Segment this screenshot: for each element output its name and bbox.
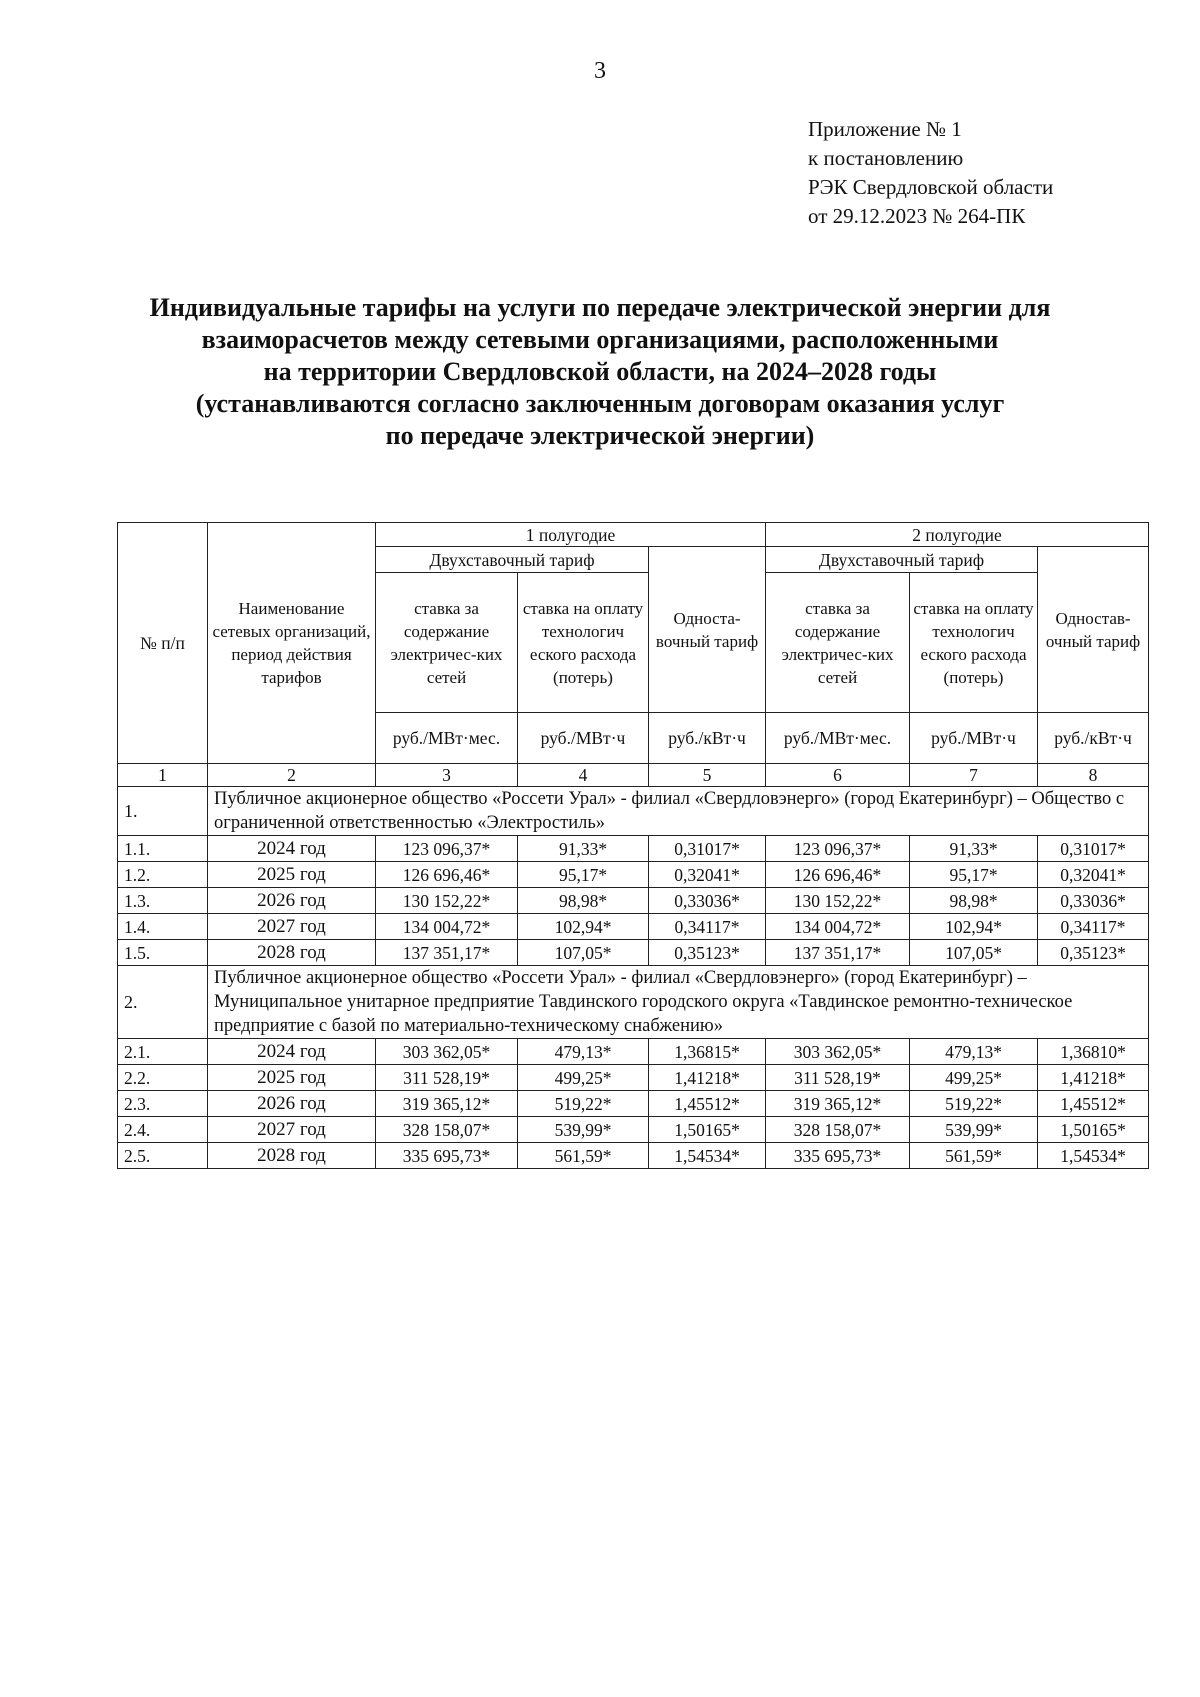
cell-rate-losses-1: 91,33* [518, 836, 649, 862]
header-unit-mwh-2: руб./МВт·ч [910, 713, 1038, 764]
cell-one-rate-2: 1,54534* [1038, 1143, 1149, 1169]
cell-rate-losses-2: 519,22* [910, 1091, 1038, 1117]
title-line: на территории Свердловской области, на 2024–2028 годы [263, 357, 937, 386]
cell-rate-losses-1: 107,05* [518, 940, 649, 966]
column-number: 3 [376, 764, 518, 787]
row-number: 1.3. [118, 888, 208, 914]
cell-one-rate-2: 0,33036* [1038, 888, 1149, 914]
cell-rate-maintenance-2: 130 152,22* [766, 888, 910, 914]
document-title [100, 292, 1100, 452]
cell-rate-maintenance-2: 123 096,37* [766, 836, 910, 862]
cell-rate-maintenance-2: 335 695,73* [766, 1143, 910, 1169]
cell-one-rate-1: 1,50165* [649, 1117, 766, 1143]
header-rate-losses-2: ставка на оплату технологич еского расхода (потерь) [910, 573, 1038, 713]
row-number: 1.5. [118, 940, 208, 966]
header-rate-losses-1: ставка на оплату технологич еского расхода (потерь) [518, 573, 649, 713]
cell-rate-losses-2: 539,99* [910, 1117, 1038, 1143]
column-number: 7 [910, 764, 1038, 787]
header-unit-kwh-2: руб./кВт·ч [1038, 713, 1149, 764]
title-line: по передаче электрической энергии) [385, 421, 815, 450]
header-unit-mw-month-2: руб./МВт·мес. [766, 713, 910, 764]
cell-one-rate-1: 0,31017* [649, 836, 766, 862]
row-number: 1.2. [118, 862, 208, 888]
tariff-year: 2028 год [208, 940, 376, 966]
table-row [118, 836, 1149, 862]
cell-rate-losses-2: 479,13* [910, 1039, 1038, 1065]
cell-one-rate-1: 1,41218* [649, 1065, 766, 1091]
organization-name: Публичное акционерное общество «Россети Урал» - филиал «Свердловэнерго» (город Екатеринбург) – Муниципальное унитарное предприятие Тавдинского городского округа «Тавдинское ремонтно-техническое предприятие с базой по материально-техническому снабжению» [208, 966, 1149, 1039]
row-number: 2.5. [118, 1143, 208, 1169]
cell-one-rate-2: 1,41218* [1038, 1065, 1149, 1091]
header-unit-kwh-1: руб./кВт·ч [649, 713, 766, 764]
table-row [118, 1091, 1149, 1117]
header-rate-maintenance-2: ставка за содержание электричес-ких сетей [766, 573, 910, 713]
column-number: 1 [118, 764, 208, 787]
organization-name: Публичное акционерное общество «Россети Урал» - филиал «Свердловэнерго» (город Екатеринбург) – Общество с ограниченной ответственностью «Электростиль» [208, 787, 1149, 836]
column-number: 5 [649, 764, 766, 787]
cell-rate-maintenance-2: 311 528,19* [766, 1065, 910, 1091]
column-number: 6 [766, 764, 910, 787]
cell-one-rate-1: 1,45512* [649, 1091, 766, 1117]
cell-rate-losses-2: 102,94* [910, 914, 1038, 940]
tariff-year: 2025 год [208, 862, 376, 888]
header-unit-mwh-1: руб./МВт·ч [518, 713, 649, 764]
appendix-line: Приложение № 1 [808, 117, 962, 141]
tariff-year: 2024 год [208, 836, 376, 862]
cell-rate-maintenance-2: 137 351,17* [766, 940, 910, 966]
row-number: 1.1. [118, 836, 208, 862]
column-number: 8 [1038, 764, 1149, 787]
cell-rate-maintenance-2: 134 004,72* [766, 914, 910, 940]
cell-rate-maintenance-1: 134 004,72* [376, 914, 518, 940]
cell-rate-losses-2: 95,17* [910, 862, 1038, 888]
appendix-line: от 29.12.2023 № 264-ПК [808, 204, 1026, 228]
cell-rate-maintenance-2: 319 365,12* [766, 1091, 910, 1117]
cell-rate-losses-2: 91,33* [910, 836, 1038, 862]
group-number: 2. [118, 966, 208, 1039]
header-half-2: 2 полугодие [766, 523, 1149, 547]
cell-one-rate-1: 0,34117* [649, 914, 766, 940]
cell-rate-losses-1: 561,59* [518, 1143, 649, 1169]
table-row [118, 1143, 1149, 1169]
cell-rate-maintenance-1: 303 362,05* [376, 1039, 518, 1065]
row-number: 2.4. [118, 1117, 208, 1143]
tariff-year: 2024 год [208, 1039, 376, 1065]
tariff-year: 2025 год [208, 1065, 376, 1091]
cell-one-rate-1: 0,33036* [649, 888, 766, 914]
table-row [118, 914, 1149, 940]
row-number: 1.4. [118, 914, 208, 940]
column-number: 2 [208, 764, 376, 787]
tariff-year: 2027 год [208, 1117, 376, 1143]
title-line: (устанавливаются согласно заключенным договорам оказания услуг [195, 389, 1005, 418]
tariffs-table [117, 522, 1149, 1169]
tariff-year: 2028 год [208, 1143, 376, 1169]
header-two-rate-2: Двухставочный тариф [766, 547, 1038, 573]
table-row [118, 862, 1149, 888]
cell-rate-maintenance-1: 319 365,12* [376, 1091, 518, 1117]
column-number-row [118, 764, 1149, 787]
cell-one-rate-2: 1,50165* [1038, 1117, 1149, 1143]
table-row [118, 1117, 1149, 1143]
cell-rate-losses-1: 539,99* [518, 1117, 649, 1143]
cell-rate-maintenance-1: 130 152,22* [376, 888, 518, 914]
cell-rate-maintenance-1: 126 696,46* [376, 862, 518, 888]
cell-one-rate-2: 0,35123* [1038, 940, 1149, 966]
header-two-rate-1: Двухставочный тариф [376, 547, 649, 573]
cell-rate-maintenance-1: 137 351,17* [376, 940, 518, 966]
group-number: 1. [118, 787, 208, 836]
header-one-rate-2: Одностав-очный тариф [1038, 547, 1149, 713]
cell-rate-losses-2: 561,59* [910, 1143, 1038, 1169]
cell-one-rate-2: 0,31017* [1038, 836, 1149, 862]
cell-rate-losses-1: 519,22* [518, 1091, 649, 1117]
cell-one-rate-1: 1,36815* [649, 1039, 766, 1065]
cell-one-rate-2: 1,45512* [1038, 1091, 1149, 1117]
row-number: 2.2. [118, 1065, 208, 1091]
cell-rate-maintenance-1: 311 528,19* [376, 1065, 518, 1091]
tariff-year: 2026 год [208, 1091, 376, 1117]
header-col-num: № п/п [118, 523, 208, 764]
cell-one-rate-1: 0,32041* [649, 862, 766, 888]
cell-rate-maintenance-2: 126 696,46* [766, 862, 910, 888]
cell-rate-losses-1: 98,98* [518, 888, 649, 914]
cell-one-rate-2: 0,32041* [1038, 862, 1149, 888]
cell-rate-maintenance-2: 328 158,07* [766, 1117, 910, 1143]
cell-one-rate-2: 0,34117* [1038, 914, 1149, 940]
cell-rate-maintenance-1: 123 096,37* [376, 836, 518, 862]
cell-rate-losses-1: 479,13* [518, 1039, 649, 1065]
table-row [118, 888, 1149, 914]
title-line: Индивидуальные тарифы на услуги по передаче электрической энергии для [149, 293, 1051, 322]
title-line: взаиморасчетов между сетевыми организациями, расположенными [201, 325, 999, 354]
header-half-1: 1 полугодие [376, 523, 766, 547]
cell-one-rate-1: 0,35123* [649, 940, 766, 966]
appendix-block [808, 115, 1053, 231]
column-number: 4 [518, 764, 649, 787]
cell-rate-losses-2: 499,25* [910, 1065, 1038, 1091]
cell-rate-maintenance-1: 335 695,73* [376, 1143, 518, 1169]
appendix-line: РЭК Свердловской области [808, 175, 1054, 199]
cell-one-rate-2: 1,36810* [1038, 1039, 1149, 1065]
tariff-year: 2026 год [208, 888, 376, 914]
header-col-name: Наименование сетевых организаций, период действия тарифов [208, 523, 376, 764]
cell-rate-maintenance-1: 328 158,07* [376, 1117, 518, 1143]
page-number: 3 [594, 58, 606, 84]
appendix-line: к постановлению [808, 146, 964, 170]
cell-rate-losses-2: 98,98* [910, 888, 1038, 914]
header-unit-mw-month-1: руб./МВт·мес. [376, 713, 518, 764]
group-row [118, 966, 1149, 1039]
cell-rate-losses-1: 499,25* [518, 1065, 649, 1091]
group-row [118, 787, 1149, 836]
table-row [118, 1039, 1149, 1065]
header-rate-maintenance-1: ставка за содержание электричес-ких сетей [376, 573, 518, 713]
header-one-rate-1: Односта-вочный тариф [649, 547, 766, 713]
cell-rate-losses-2: 107,05* [910, 940, 1038, 966]
row-number: 2.1. [118, 1039, 208, 1065]
table-row [118, 1065, 1149, 1091]
tariff-year: 2027 год [208, 914, 376, 940]
cell-rate-losses-1: 102,94* [518, 914, 649, 940]
row-number: 2.3. [118, 1091, 208, 1117]
cell-one-rate-1: 1,54534* [649, 1143, 766, 1169]
cell-rate-maintenance-2: 303 362,05* [766, 1039, 910, 1065]
table-row [118, 940, 1149, 966]
cell-rate-losses-1: 95,17* [518, 862, 649, 888]
